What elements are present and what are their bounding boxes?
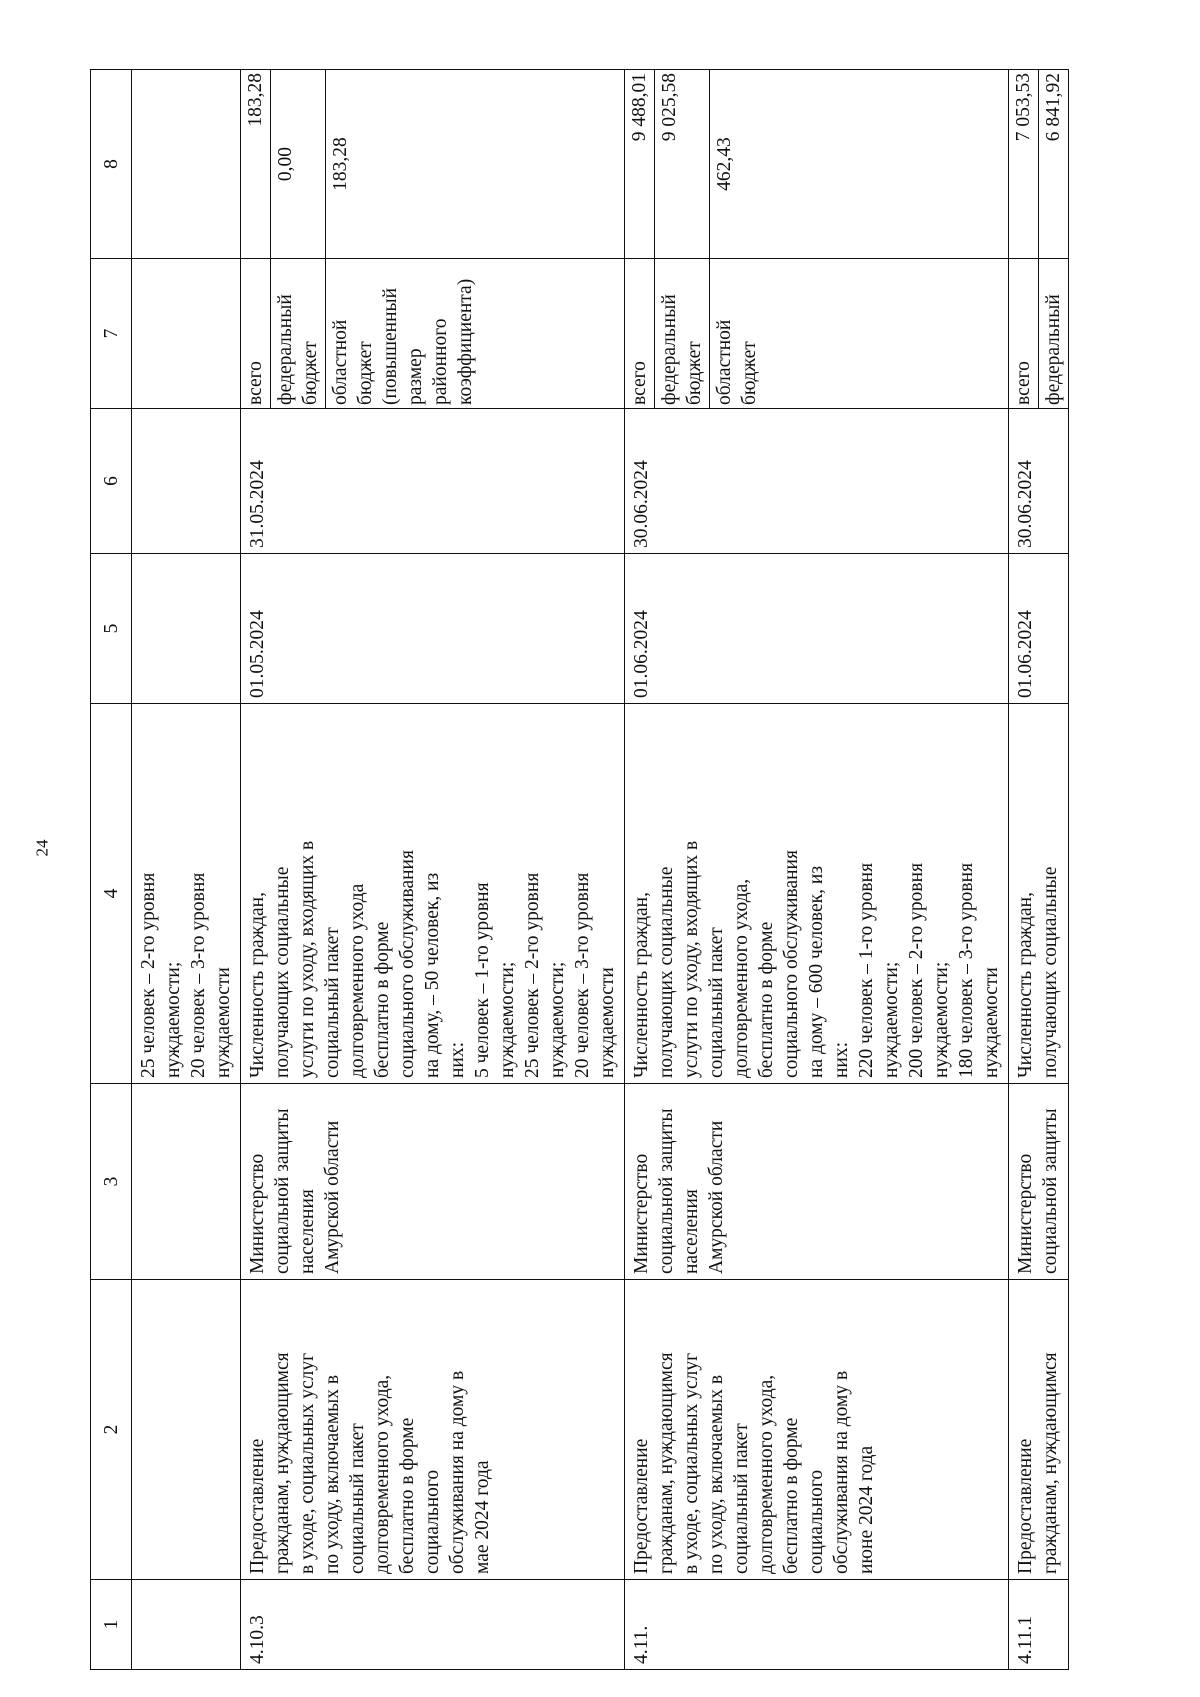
col-header-8: 8 bbox=[91, 70, 132, 259]
col-header-7: 7 bbox=[91, 259, 132, 409]
page-number: 24 bbox=[32, 839, 52, 857]
indicator-cell: Численность граждан, получающих социальные услуги по уходу, входящих в социальный пакет долговременного ухода, бесплатно в форме социального обслуживания на дому – 600 человек, из них: 220 человек – 1-го уровня нуждаемости; 200 человек – 2-го уровня нуждаемости; 180 человек – 3-го уровня нуждаемости bbox=[625, 704, 1009, 1084]
source-federal: федеральный bbox=[1043, 294, 1064, 405]
start-date: 01.05.2024 bbox=[241, 554, 625, 704]
col-header-2: 2 bbox=[91, 1280, 132, 1580]
amount-regional: 462,43 bbox=[714, 137, 735, 191]
table-row-continued bbox=[132, 70, 241, 1670]
amount-federal: 6 841,92 bbox=[1043, 73, 1064, 142]
col-header-3: 3 bbox=[91, 1084, 132, 1280]
funding-amounts bbox=[625, 70, 1009, 259]
indicator-cell: 25 человек – 2-го уровня нуждаемости; 20 человек – 3-го уровня нуждаемости bbox=[132, 704, 241, 1084]
amount-total: 7 053,53 bbox=[1009, 70, 1039, 258]
source-federal: федеральный бюджет bbox=[271, 259, 326, 408]
row-id: 4.11.1 bbox=[1009, 1580, 1069, 1670]
funding-amounts bbox=[241, 70, 625, 259]
table-row-4-11-1 bbox=[1009, 70, 1069, 1670]
event-name: Предоставление гражданам, нуждающимся в уходе, социальных услуг по уходу, включаемых в социальный пакет долговременного ухода, бесплатно в форме социального обслуживания на дому в мае 2024 года bbox=[241, 1280, 625, 1580]
source-regional: областной бюджет bbox=[714, 319, 760, 405]
funding-amounts bbox=[1009, 70, 1069, 259]
column-number-row bbox=[91, 70, 132, 1670]
row-id: 4.11. bbox=[625, 1580, 1009, 1670]
start-date: 01.06.2024 bbox=[1009, 554, 1069, 704]
indicator-cell: Численность граждан, получающих социальные bbox=[1009, 704, 1069, 1084]
source-federal: федеральный бюджет bbox=[655, 259, 710, 408]
table-row-4-11 bbox=[625, 70, 1009, 1670]
funding-sources bbox=[1009, 259, 1069, 409]
source-total: всего bbox=[625, 259, 655, 408]
amount-federal: 9 025,58 bbox=[655, 70, 710, 258]
end-date: 30.06.2024 bbox=[1009, 409, 1069, 554]
table-row-4-10-3 bbox=[241, 70, 625, 1670]
event-name: Предоставление гражданам, нуждающимся в уходе, социальных услуг по уходу, включаемых в социальный пакет долговременного ухода, бесплатно в форме социального обслуживания на дому в июне 2024 года bbox=[625, 1280, 1009, 1580]
executor: Министерство социальной защиты bbox=[1009, 1084, 1069, 1280]
executor: Министерство социальной защиты населения Амурской области bbox=[625, 1084, 1009, 1280]
col-header-6: 6 bbox=[91, 409, 132, 554]
rotated-table-wrapper bbox=[90, 70, 1180, 1670]
source-regional: областной бюджет (повышенный размер районного коэффициента) bbox=[330, 278, 476, 405]
amount-federal: 0,00 bbox=[271, 70, 326, 258]
source-total: всего bbox=[1009, 259, 1039, 408]
amount-regional: 183,28 bbox=[330, 137, 351, 191]
budget-table bbox=[90, 69, 1069, 1670]
amount-total: 183,28 bbox=[241, 70, 271, 258]
funding-sources bbox=[625, 259, 1009, 409]
col-header-5: 5 bbox=[91, 554, 132, 704]
event-name: Предоставление гражданам, нуждающимся bbox=[1009, 1280, 1069, 1580]
col-header-4: 4 bbox=[91, 704, 132, 1084]
source-total: всего bbox=[241, 259, 271, 408]
end-date: 30.06.2024 bbox=[625, 409, 1009, 554]
funding-sources bbox=[241, 259, 625, 409]
executor: Министерство социальной защиты населения Амурской области bbox=[241, 1084, 625, 1280]
row-id: 4.10.3 bbox=[241, 1580, 625, 1670]
col-header-1: 1 bbox=[91, 1580, 132, 1670]
start-date: 01.06.2024 bbox=[625, 554, 1009, 704]
indicator-cell: Численность граждан, получающих социальные услуги по уходу, входящих в социальный пакет долговременного ухода бесплатно в форме социального обслуживания на дому, – 50 человек, из них: 5 человек – 1-го уровня нуждаемости; 25 человек – 2-го уровня нуждаемости; 20 человек – 3-го уровня нуждаемости bbox=[241, 704, 625, 1084]
amount-total: 9 488,01 bbox=[625, 70, 655, 258]
end-date: 31.05.2024 bbox=[241, 409, 625, 554]
